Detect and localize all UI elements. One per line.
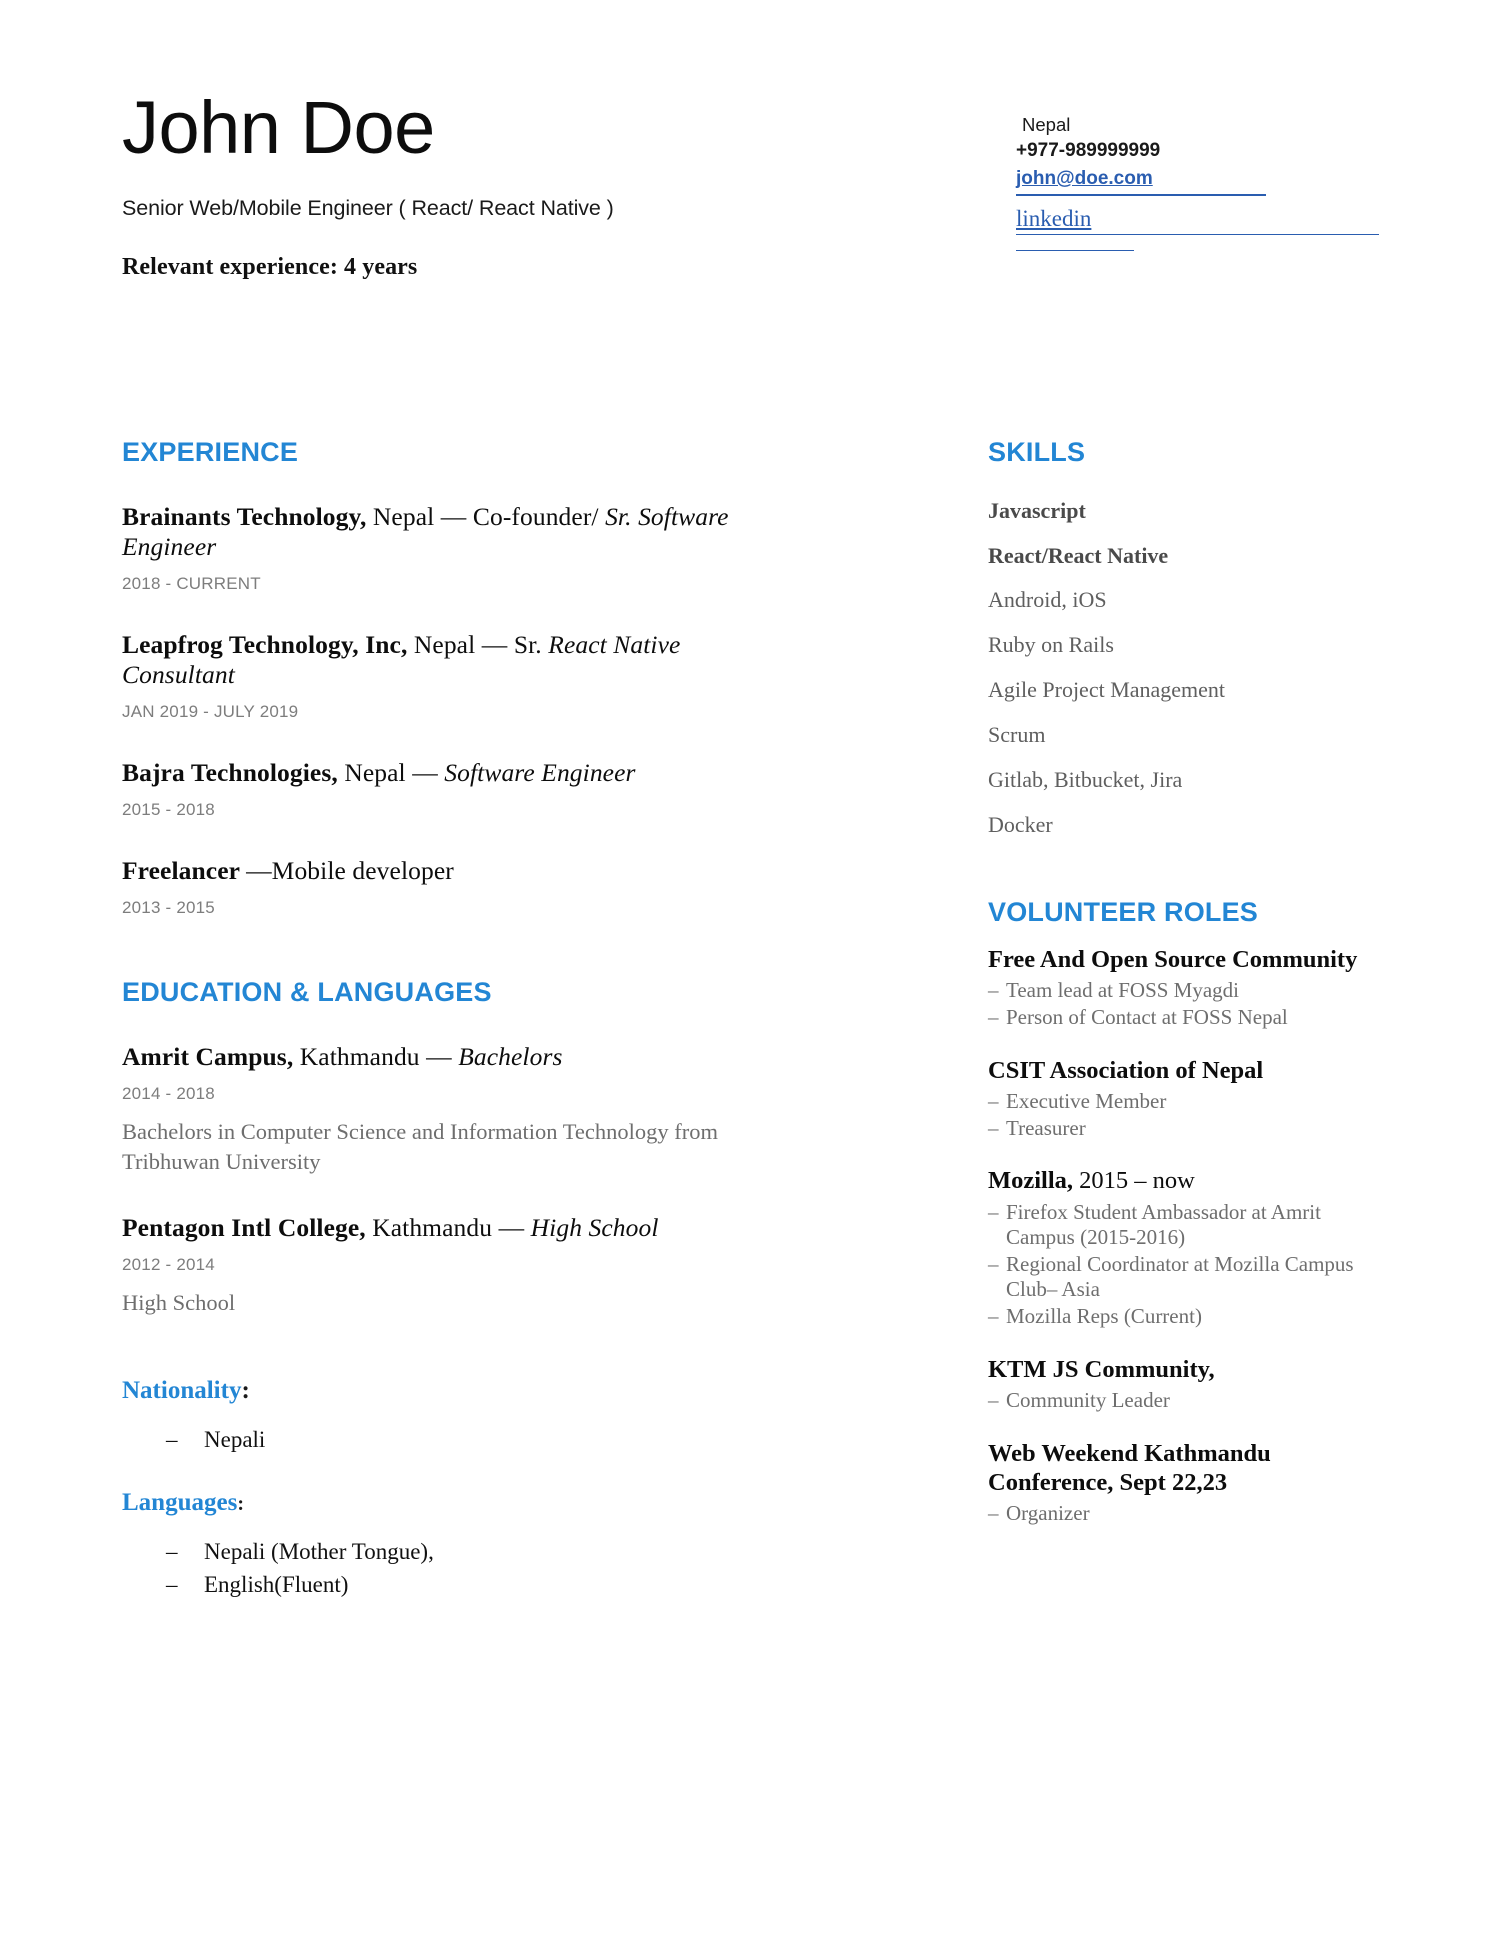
list-item: – Mozilla Reps (Current) xyxy=(988,1304,1368,1330)
volunteer-bullets xyxy=(988,1388,1368,1414)
entry-org: Pentagon Intl College, xyxy=(122,1212,366,1242)
volunteer-section xyxy=(988,898,1368,1527)
entry-dash: — xyxy=(412,758,445,787)
nationality-list xyxy=(122,1424,762,1457)
volunteer-entry xyxy=(988,1355,1368,1414)
left-column xyxy=(122,438,762,1602)
entry-title xyxy=(122,856,762,886)
entry-title xyxy=(122,502,762,562)
skills-heading: SKILLS xyxy=(988,437,1086,467)
entry-title xyxy=(122,758,762,788)
experience-heading: EXPERIENCE xyxy=(122,437,299,467)
list-item: – Person of Contact at FOSS Nepal xyxy=(988,1005,1368,1031)
education-section xyxy=(122,978,762,1602)
experience-entry xyxy=(122,856,762,918)
volunteer-entry xyxy=(988,945,1368,1031)
volunteer-entry xyxy=(988,1439,1368,1527)
volunteer-bullets xyxy=(988,978,1368,1030)
entry-dash: — xyxy=(481,629,514,659)
entry-org: Freelancer xyxy=(122,856,247,886)
list-item: – Team lead at FOSS Myagdi xyxy=(988,978,1368,1004)
entry-org: Amrit Campus, xyxy=(122,1041,294,1071)
languages-heading xyxy=(122,1488,762,1518)
languages-label: Languages xyxy=(122,1489,238,1517)
volunteer-title xyxy=(988,1056,1368,1085)
volunteer-bullets xyxy=(988,1200,1368,1330)
education-heading: EDUCATION & LANGUAGES xyxy=(122,977,492,1008)
skill-item: Gitlab, Bitbucket, Jira xyxy=(988,767,1183,793)
entry-description: Bachelors in Computer Science and Information Technology from Tribhuwan University xyxy=(122,1118,718,1174)
skill-item: Agile Project Management xyxy=(988,677,1226,703)
nationality-block xyxy=(122,1376,762,1457)
volunteer-title xyxy=(988,945,1368,974)
volunteer-bullets xyxy=(988,1501,1368,1527)
entry-dates: 2014 - 2018 xyxy=(122,1083,215,1103)
contact-phone: +977-989999999 xyxy=(1016,140,1161,162)
volunteer-title xyxy=(988,1355,1368,1384)
list-item: – English(Fluent) xyxy=(166,1569,762,1602)
entry-dates: 2012 - 2014 xyxy=(122,1254,215,1274)
volunteer-entry xyxy=(988,1166,1368,1329)
entry-role: Co-founder/ xyxy=(472,501,606,531)
list-item: – Firefox Student Ambassador at Amrit Campus (2015-2016) xyxy=(988,1200,1368,1251)
entry-dash: — xyxy=(246,856,272,886)
nationality-label: Nationality xyxy=(122,1376,242,1404)
entry-role-italic: Sr. Software Engineer xyxy=(122,501,729,561)
volunteer-title-bold: Free And Open Source Community xyxy=(988,946,1358,973)
education-entry xyxy=(122,1213,762,1318)
skill-item: Ruby on Rails xyxy=(988,632,1114,658)
entry-place: Nepal xyxy=(337,758,413,787)
entry-role: Sr. xyxy=(513,629,549,659)
languages-list xyxy=(122,1536,762,1601)
skill-item: React/React Native xyxy=(988,542,1169,568)
list-item: – Community Leader xyxy=(988,1388,1368,1414)
experience-entry xyxy=(122,630,762,722)
page-title: John Doe xyxy=(122,86,435,169)
skill-item: Docker xyxy=(988,811,1053,837)
entry-dash: — xyxy=(440,501,473,531)
entry-role-italic: Bachelors xyxy=(458,1041,563,1071)
entry-org: Brainants Technology, xyxy=(122,501,367,531)
nationality-heading xyxy=(122,1376,762,1406)
contact-underline-decoration xyxy=(1016,249,1134,251)
job-subtitle: Senior Web/Mobile Engineer ( React/ React Native ) xyxy=(122,195,614,220)
volunteer-title-bold: Web Weekend Kathmandu Conference, Sept 22,23 xyxy=(988,1439,1271,1497)
entry-role-italic: React Native Consultant xyxy=(122,629,681,689)
volunteer-title-bold: Mozilla, xyxy=(988,1167,1074,1195)
resume-header xyxy=(0,0,1500,330)
contact-location: Nepal xyxy=(1022,114,1071,135)
experience-entry xyxy=(122,502,762,594)
entry-dates: JAN 2019 - JULY 2019 xyxy=(122,702,299,721)
languages-colon: : xyxy=(237,1493,244,1516)
volunteer-title-bold: CSIT Association of Nepal xyxy=(988,1056,1264,1084)
contact-block xyxy=(1016,112,1388,256)
entry-org: Bajra Technologies, xyxy=(122,758,338,787)
volunteer-title-bold: KTM JS Community, xyxy=(988,1355,1215,1383)
contact-linkedin-link[interactable]: linkedin xyxy=(1016,205,1379,235)
volunteer-heading: VOLUNTEER ROLES xyxy=(988,897,1259,928)
education-entry xyxy=(122,1042,762,1177)
list-item: – Executive Member xyxy=(988,1089,1368,1115)
list-item: – Nepali xyxy=(166,1424,762,1457)
entry-dates: 2018 - CURRENT xyxy=(122,573,261,593)
list-item: – Nepali (Mother Tongue), xyxy=(166,1536,762,1569)
entry-role-italic: Software Engineer xyxy=(444,758,636,787)
relevant-experience: Relevant experience: 4 years xyxy=(122,253,418,280)
volunteer-title xyxy=(988,1439,1368,1498)
right-column xyxy=(988,438,1368,1528)
volunteer-entry xyxy=(988,1056,1368,1142)
contact-email-link[interactable]: john@doe.com xyxy=(1016,166,1266,196)
entry-org: Leapfrog Technology, Inc, xyxy=(122,629,408,659)
entry-title xyxy=(122,630,762,690)
entry-place: Nepal xyxy=(366,501,441,531)
entry-dash: — xyxy=(426,1041,459,1071)
entry-dates: 2015 - 2018 xyxy=(122,800,215,820)
skill-item: Scrum xyxy=(988,722,1046,748)
entry-title xyxy=(122,1213,762,1243)
entry-dash: — xyxy=(498,1212,531,1242)
languages-block xyxy=(122,1488,762,1601)
entry-description: High School xyxy=(122,1289,236,1315)
list-item: – Regional Coordinator at Mozilla Campus Club– Asia xyxy=(988,1252,1368,1303)
volunteer-bullets xyxy=(988,1089,1368,1141)
skills-section xyxy=(988,438,1368,838)
skill-item: Android, iOS xyxy=(988,587,1107,613)
list-item: – Organizer xyxy=(988,1501,1368,1527)
entry-dates: 2013 - 2015 xyxy=(122,898,215,918)
entry-place: Kathmandu xyxy=(293,1041,427,1071)
experience-section xyxy=(122,438,762,918)
skill-item: Javascript xyxy=(988,497,1086,523)
volunteer-title xyxy=(988,1166,1368,1195)
entry-place: Kathmandu xyxy=(365,1212,499,1242)
entry-role-italic: High School xyxy=(530,1212,659,1242)
name-block xyxy=(122,88,902,281)
entry-title xyxy=(122,1042,762,1072)
list-item: – Treasurer xyxy=(988,1116,1368,1142)
entry-role: Mobile developer xyxy=(271,856,454,886)
experience-entry xyxy=(122,758,762,820)
nationality-colon: : xyxy=(241,1376,250,1404)
volunteer-title-normal: 2015 – now xyxy=(1073,1167,1195,1195)
entry-place: Nepal xyxy=(407,629,482,659)
